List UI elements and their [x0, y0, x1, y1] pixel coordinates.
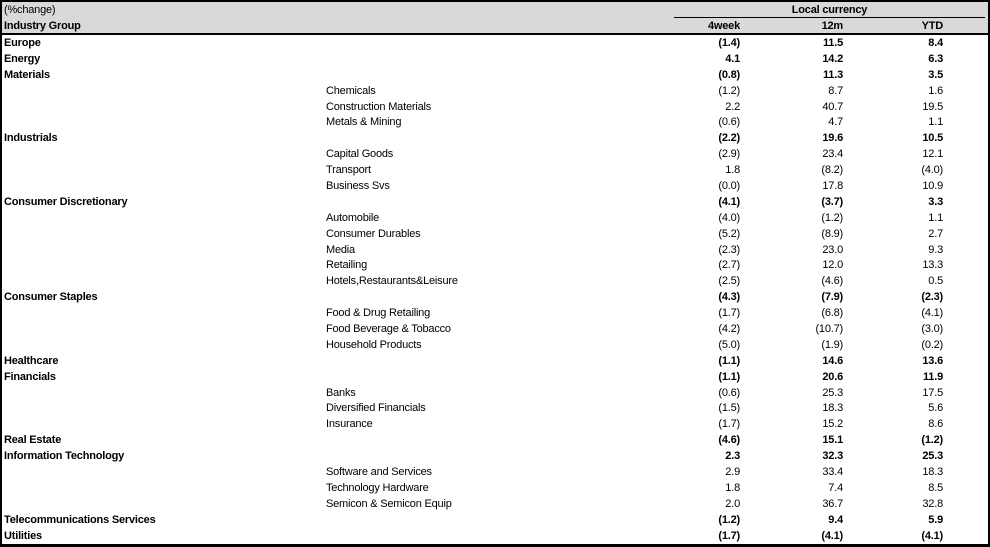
value-4week: 2.2 — [725, 100, 740, 113]
value-12m: 4.7 — [828, 116, 843, 129]
table-row — [2, 385, 988, 401]
value-ytd: 10.5 — [922, 132, 943, 145]
value-ytd: 2.7 — [928, 227, 943, 240]
industry-group-label: Energy — [4, 52, 41, 65]
value-ytd: (0.2) — [921, 338, 943, 351]
value-ytd: 13.3 — [922, 259, 943, 272]
industry-group-label: Healthcare — [4, 354, 59, 367]
industry-group-label: Information Technology — [4, 450, 125, 463]
sub-industry-label: Hotels,Restaurants&Leisure — [326, 275, 458, 288]
value-12m: 36.7 — [822, 497, 843, 510]
sub-industry-label: Retailing — [326, 259, 368, 272]
industry-group-label: Consumer Staples — [4, 291, 98, 304]
value-ytd: 8.4 — [928, 36, 943, 49]
table-row — [2, 226, 988, 242]
value-4week: (1.1) — [718, 354, 740, 367]
value-4week: 1.8 — [725, 481, 740, 494]
table-row — [2, 242, 988, 258]
value-4week: 2.0 — [725, 497, 740, 510]
sub-industry-label: Construction Materials — [326, 100, 432, 113]
sub-industry-label: Technology Hardware — [326, 481, 429, 494]
value-ytd: 0.5 — [928, 275, 943, 288]
table-row — [2, 194, 988, 210]
table-row — [2, 257, 988, 273]
table-row — [2, 480, 988, 496]
value-12m: 32.3 — [822, 450, 843, 463]
value-4week: (2.9) — [718, 148, 740, 161]
sub-industry-label: Transport — [326, 164, 371, 177]
table-row — [2, 289, 988, 305]
value-4week: (0.6) — [718, 116, 740, 129]
value-ytd: 10.9 — [922, 179, 943, 192]
value-12m: 23.0 — [822, 243, 843, 256]
table-row — [2, 67, 988, 83]
value-ytd: 5.6 — [928, 402, 943, 415]
value-12m: 25.3 — [822, 386, 843, 399]
value-4week: (2.3) — [718, 243, 740, 256]
sub-industry-label: Metals & Mining — [326, 116, 402, 129]
value-4week: (4.1) — [718, 195, 740, 208]
table-header-top-row — [2, 2, 988, 18]
value-12m: (4.6) — [821, 275, 843, 288]
column-header-12m: 12m — [821, 19, 843, 32]
sub-industry-label: Household Products — [326, 338, 422, 351]
value-ytd: 25.3 — [922, 450, 943, 463]
value-12m: 18.3 — [822, 402, 843, 415]
value-12m: 14.2 — [822, 52, 843, 65]
value-4week: (4.2) — [718, 322, 740, 335]
value-4week: (1.7) — [718, 418, 740, 431]
value-12m: 11.5 — [822, 36, 843, 49]
value-12m: 15.2 — [822, 418, 843, 431]
value-ytd: 1.6 — [928, 84, 943, 97]
table-row — [2, 210, 988, 226]
table-row — [2, 400, 988, 416]
table-row — [2, 432, 988, 448]
column-header-ytd: YTD — [921, 19, 943, 32]
sub-industry-label: Business Svs — [326, 179, 390, 192]
value-12m: (1.2) — [821, 211, 843, 224]
sub-industry-label: Diversified Financials — [326, 402, 426, 415]
value-4week: (0.6) — [718, 386, 740, 399]
value-ytd: 6.3 — [928, 52, 943, 65]
value-12m: 7.4 — [828, 481, 843, 494]
value-4week: (4.0) — [718, 211, 740, 224]
value-ytd: (1.2) — [921, 434, 943, 447]
sub-industry-label: Automobile — [326, 211, 380, 224]
table-row — [2, 496, 988, 512]
table-header — [2, 2, 988, 35]
table-row — [2, 369, 988, 385]
sub-industry-label: Food & Drug Retailing — [326, 307, 431, 320]
value-ytd: 18.3 — [922, 465, 943, 478]
table-row — [2, 273, 988, 289]
value-4week: (1.2) — [718, 513, 740, 526]
sub-industry-label: Software and Services — [326, 465, 432, 478]
industry-group-label: Industrials — [4, 132, 58, 145]
value-ytd: (4.1) — [921, 307, 943, 320]
table-row — [2, 337, 988, 353]
value-4week: (2.5) — [718, 275, 740, 288]
value-ytd: 8.6 — [928, 418, 943, 431]
industry-group-label: Consumer Discretionary — [4, 195, 128, 208]
value-4week: (2.2) — [718, 132, 740, 145]
industry-group-label: Telecommunications Services — [4, 513, 156, 526]
sub-industry-label: Food Beverage & Tobacco — [326, 322, 451, 335]
value-12m: (3.7) — [821, 195, 843, 208]
value-4week: (0.8) — [718, 68, 740, 81]
column-header-4week: 4week — [707, 19, 740, 32]
value-4week: (1.4) — [718, 36, 740, 49]
value-12m: (6.8) — [821, 307, 843, 320]
value-4week: 1.8 — [725, 164, 740, 177]
value-4week: (0.0) — [718, 179, 740, 192]
value-ytd: 12.1 — [922, 148, 943, 161]
value-12m: (8.2) — [821, 164, 843, 177]
value-4week: (1.2) — [718, 84, 740, 97]
industry-group-label: Materials — [4, 68, 50, 81]
value-12m: 20.6 — [822, 370, 843, 383]
value-ytd: 11.9 — [922, 370, 943, 383]
value-4week: (5.0) — [718, 338, 740, 351]
value-ytd: 5.9 — [928, 513, 943, 526]
value-12m: 23.4 — [822, 148, 843, 161]
value-12m: (1.9) — [821, 338, 843, 351]
value-ytd: 32.8 — [922, 497, 943, 510]
industry-group-column-header: Industry Group — [4, 19, 81, 32]
value-12m: (8.9) — [821, 227, 843, 240]
value-12m: 15.1 — [822, 434, 843, 447]
value-ytd: (4.1) — [921, 529, 943, 542]
value-ytd: (4.0) — [921, 164, 943, 177]
industry-group-label: Real Estate — [4, 434, 62, 447]
value-4week: (2.7) — [718, 259, 740, 272]
value-ytd: 19.5 — [922, 100, 943, 113]
sub-industry-label: Chemicals — [326, 84, 376, 97]
table-column-header-row — [2, 18, 988, 33]
value-12m: (10.7) — [815, 322, 843, 335]
value-12m: 9.4 — [828, 513, 843, 526]
value-12m: 33.4 — [822, 465, 843, 478]
value-ytd: 17.5 — [922, 386, 943, 399]
value-4week: (1.7) — [718, 307, 740, 320]
sub-industry-label: Insurance — [326, 418, 373, 431]
value-ytd: 1.1 — [928, 211, 943, 224]
value-12m: 11.3 — [822, 68, 843, 81]
table-body — [2, 35, 988, 544]
table-row — [2, 178, 988, 194]
value-4week: 2.9 — [725, 465, 740, 478]
value-4week: 4.1 — [725, 52, 740, 65]
table-row — [2, 321, 988, 337]
table-row — [2, 83, 988, 99]
value-ytd: 8.5 — [928, 481, 943, 494]
value-ytd: 3.5 — [928, 68, 943, 81]
local-currency-group-header: Local currency — [674, 3, 985, 18]
sub-industry-label: Media — [326, 243, 355, 256]
table-row — [2, 114, 988, 130]
value-ytd: 1.1 — [928, 116, 943, 129]
value-4week: (1.1) — [718, 370, 740, 383]
value-12m: 8.7 — [828, 84, 843, 97]
table-row — [2, 528, 988, 544]
value-12m: (4.1) — [821, 529, 843, 542]
value-4week: (4.3) — [718, 291, 740, 304]
sub-industry-label: Banks — [326, 386, 356, 399]
sub-industry-label: Consumer Durables — [326, 227, 421, 240]
value-12m: 12.0 — [822, 259, 843, 272]
sub-industry-label: Capital Goods — [326, 148, 394, 161]
value-ytd: (3.0) — [921, 322, 943, 335]
sub-industry-label: Semicon & Semicon Equip — [326, 497, 452, 510]
value-4week: (5.2) — [718, 227, 740, 240]
value-4week: (4.6) — [718, 434, 740, 447]
table-row — [2, 305, 988, 321]
table-row — [2, 353, 988, 369]
table-row — [2, 416, 988, 432]
value-ytd: 3.3 — [928, 195, 943, 208]
table-row — [2, 99, 988, 115]
value-ytd: (2.3) — [921, 291, 943, 304]
table-row — [2, 35, 988, 51]
value-12m: 14.6 — [822, 354, 843, 367]
value-ytd: 13.6 — [922, 354, 943, 367]
value-12m: (7.9) — [821, 291, 843, 304]
table-row — [2, 464, 988, 480]
value-12m: 40.7 — [822, 100, 843, 113]
table-row — [2, 162, 988, 178]
percent-change-label: (%change) — [4, 4, 56, 16]
table-row — [2, 448, 988, 464]
value-4week: (1.7) — [718, 529, 740, 542]
industry-group-label: Europe — [4, 36, 41, 49]
table-row — [2, 130, 988, 146]
table-row — [2, 51, 988, 67]
value-4week: 2.3 — [725, 450, 740, 463]
industry-group-label: Financials — [4, 370, 56, 383]
value-4week: (1.5) — [718, 402, 740, 415]
table-row — [2, 512, 988, 528]
table-row — [2, 146, 988, 162]
industry-group-label: Utilities — [4, 529, 42, 542]
value-ytd: 9.3 — [928, 243, 943, 256]
value-12m: 19.6 — [822, 132, 843, 145]
value-12m: 17.8 — [822, 179, 843, 192]
